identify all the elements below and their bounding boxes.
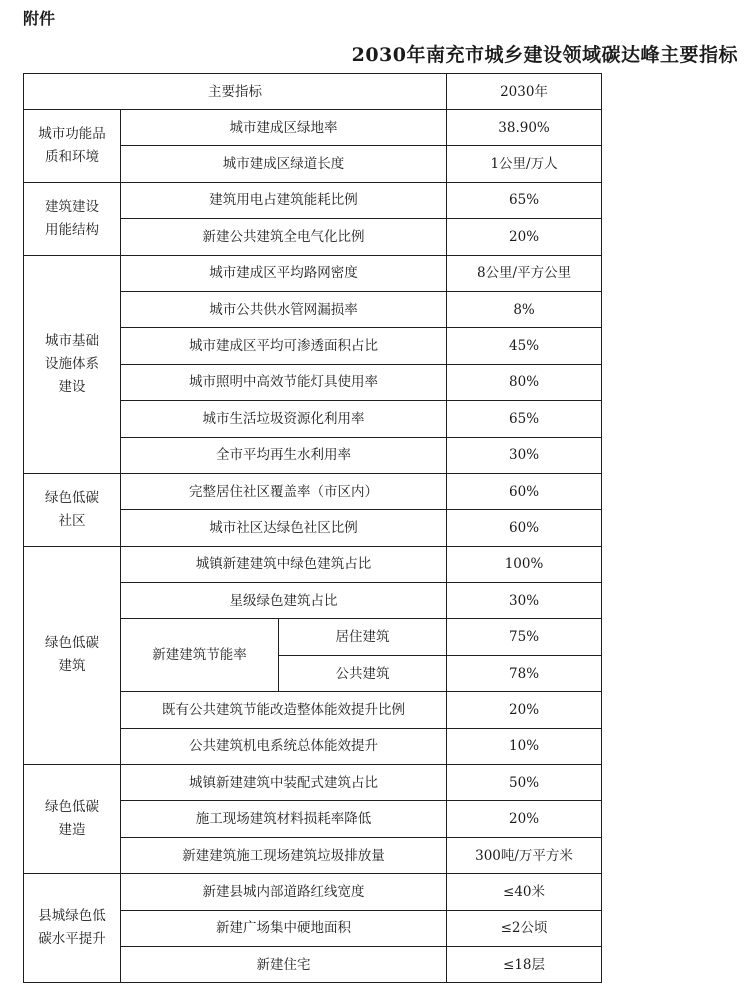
indicator-cell: 城镇新建建筑中绿色建筑占比	[121, 546, 447, 582]
value-cell: 20%	[447, 219, 602, 255]
table-row	[24, 110, 602, 146]
indicator-cell: 新建广场集中硬地面积	[121, 910, 447, 946]
indicator-cell: 新建建筑节能率	[121, 619, 279, 692]
value-cell: 38.90%	[447, 110, 602, 146]
sub-indicator-cell: 居住建筑	[279, 619, 447, 655]
header-year-cell: 2030年	[447, 74, 602, 110]
header-indicator-cell: 主要指标	[24, 74, 447, 110]
indicator-cell: 新建公共建筑全电气化比例	[121, 219, 447, 255]
value-cell: ≤40米	[447, 874, 602, 910]
indicator-cell: 完整居住社区覆盖率（市区内）	[121, 473, 447, 509]
category-cell: 绿色低碳 社区	[24, 473, 121, 546]
table-row	[24, 874, 602, 910]
value-cell: 20%	[447, 692, 602, 728]
indicator-cell: 全市平均再生水利用率	[121, 437, 447, 473]
value-cell: 50%	[447, 765, 602, 801]
value-cell: 65%	[447, 401, 602, 437]
sub-indicator-cell: 公共建筑	[279, 655, 447, 691]
indicator-cell: 城市照明中高效节能灯具使用率	[121, 364, 447, 400]
value-cell: 78%	[447, 655, 602, 691]
indicator-cell: 城镇新建建筑中装配式建筑占比	[121, 765, 447, 801]
table-row	[24, 255, 602, 291]
value-cell: 65%	[447, 182, 602, 218]
value-cell: 60%	[447, 510, 602, 546]
table-row	[24, 473, 602, 509]
value-cell: ≤2公顷	[447, 910, 602, 946]
table-row	[24, 765, 602, 801]
value-cell: 80%	[447, 364, 602, 400]
indicator-cell: 城市公共供水管网漏损率	[121, 291, 447, 327]
indicator-cell: 城市建成区绿地率	[121, 110, 447, 146]
value-cell: 30%	[447, 583, 602, 619]
value-cell: 10%	[447, 728, 602, 764]
category-cell: 绿色低碳 建造	[24, 765, 121, 874]
indicator-cell: 星级绿色建筑占比	[121, 583, 447, 619]
value-cell: 20%	[447, 801, 602, 837]
indicator-cell: 城市建成区平均可渗透面积占比	[121, 328, 447, 364]
table-header-row	[24, 74, 602, 110]
category-cell: 城市功能品 质和环境	[24, 110, 121, 183]
indicator-cell: 新建县城内部道路红线宽度	[121, 874, 447, 910]
indicator-cell: 城市社区达绿色社区比例	[121, 510, 447, 546]
category-cell: 建筑建设 用能结构	[24, 182, 121, 255]
indicator-cell: 新建住宅	[121, 946, 447, 982]
document-title: 2030年南充市城乡建设领域碳达峰主要指标	[351, 44, 738, 66]
indicator-cell: 施工现场建筑材料损耗率降低	[121, 801, 447, 837]
indicator-cell: 公共建筑机电系统总体能效提升	[121, 728, 447, 764]
value-cell: 30%	[447, 437, 602, 473]
category-cell: 城市基础 设施体系 建设	[24, 255, 121, 473]
attachment-label: 附件	[23, 9, 56, 28]
value-cell: 8公里/平方公里	[447, 255, 602, 291]
value-cell: 8%	[447, 291, 602, 327]
indicator-cell: 建筑用电占建筑能耗比例	[121, 182, 447, 218]
value-cell: 300吨/万平方米	[447, 837, 602, 873]
category-cell: 县城绿色低 碳水平提升	[24, 874, 121, 983]
indicator-cell: 城市建成区平均路网密度	[121, 255, 447, 291]
indicator-cell: 城市生活垃圾资源化利用率	[121, 401, 447, 437]
value-cell: 45%	[447, 328, 602, 364]
value-cell: 1公里/万人	[447, 146, 602, 182]
indicator-table	[23, 73, 602, 983]
table-row	[24, 546, 602, 582]
value-cell: 100%	[447, 546, 602, 582]
indicator-cell: 城市建成区绿道长度	[121, 146, 447, 182]
value-cell: ≤18层	[447, 946, 602, 982]
indicator-cell: 既有公共建筑节能改造整体能效提升比例	[121, 692, 447, 728]
table-row	[24, 182, 602, 218]
indicator-cell: 新建建筑施工现场建筑垃圾排放量	[121, 837, 447, 873]
value-cell: 60%	[447, 473, 602, 509]
category-cell: 绿色低碳 建筑	[24, 546, 121, 764]
value-cell: 75%	[447, 619, 602, 655]
